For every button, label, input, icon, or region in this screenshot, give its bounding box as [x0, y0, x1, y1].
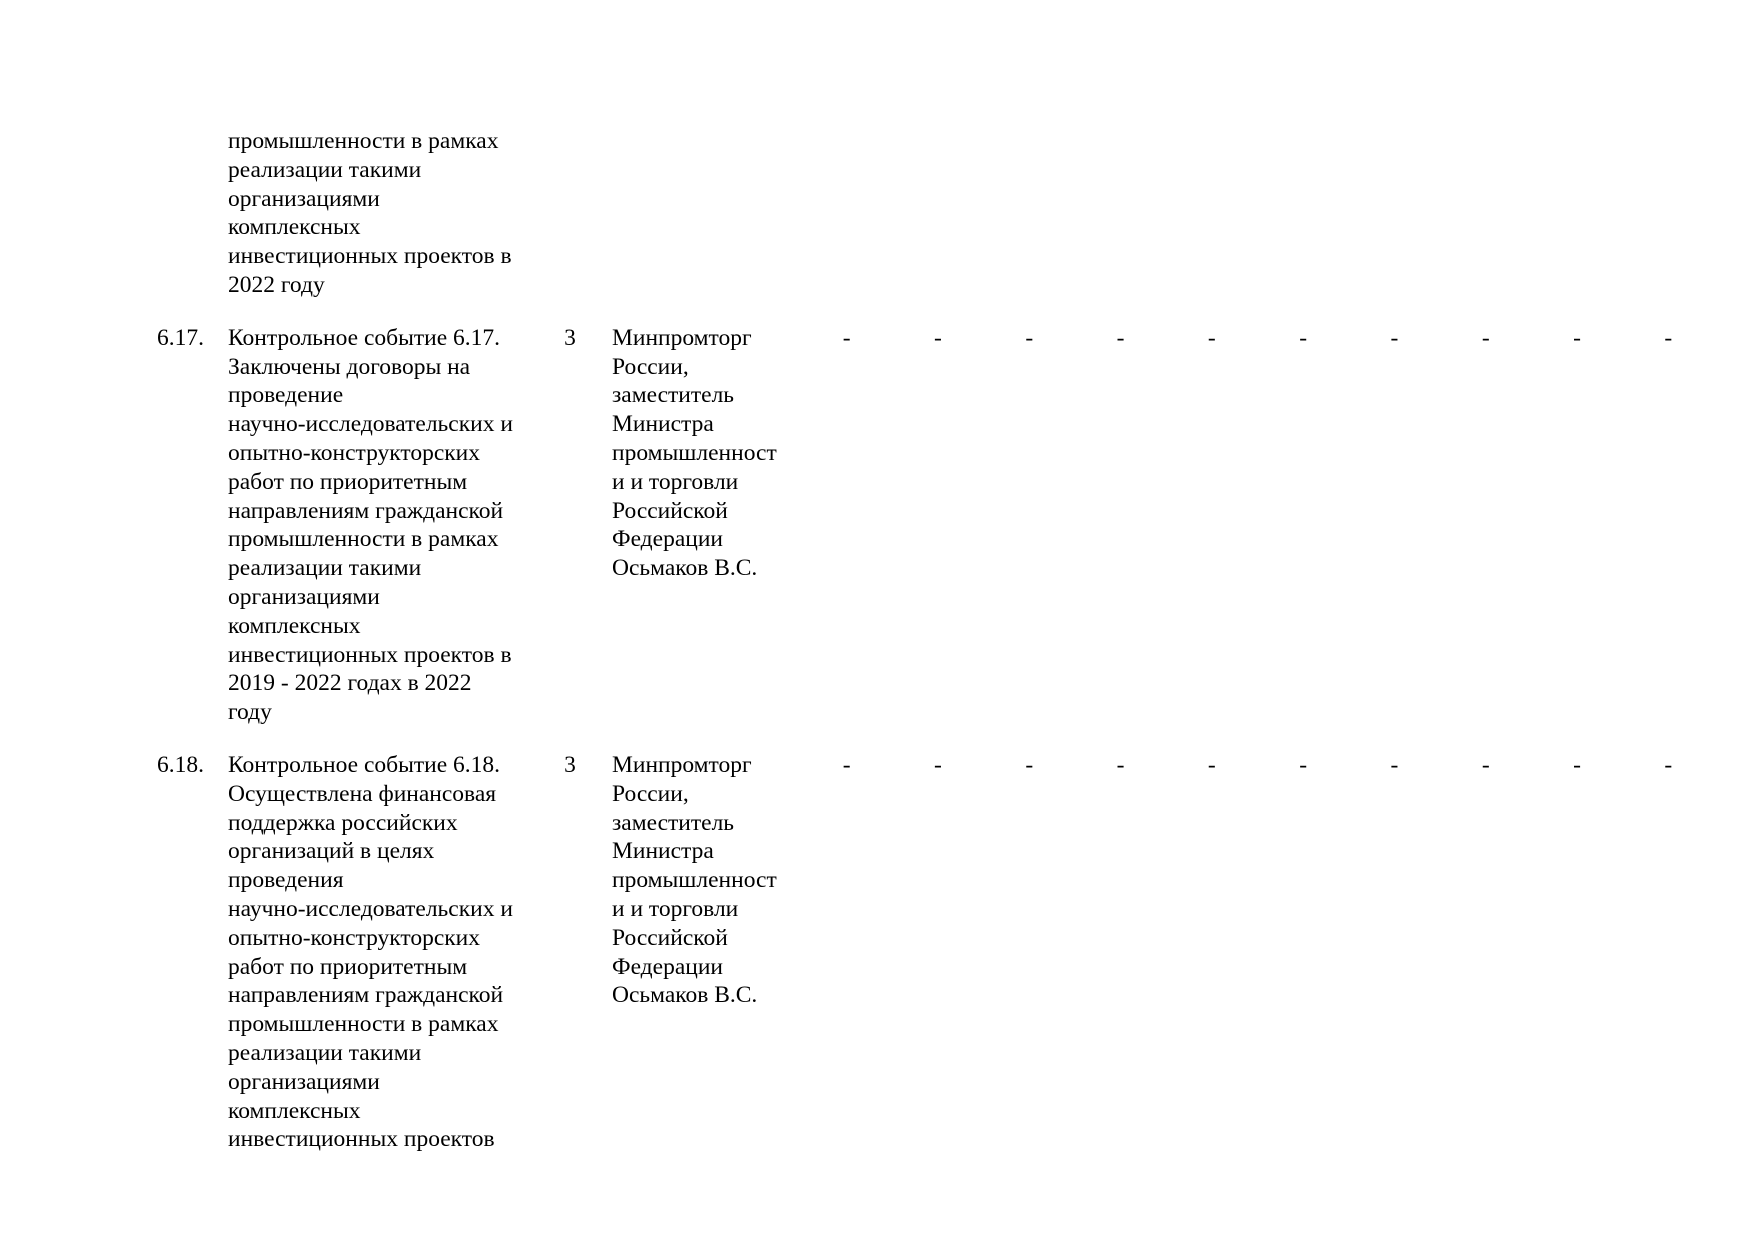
text-line: опытно-конструкторских [228, 439, 481, 466]
text-line: промышленности в рамках [228, 128, 499, 154]
text-line: проведения [228, 867, 344, 894]
text-line: 2022 году [228, 271, 325, 298]
text-line: работ по приоритетным [228, 953, 468, 980]
text-line: Российской [612, 497, 728, 524]
value-cell [892, 751, 983, 780]
dash-value: - [1207, 324, 1216, 351]
value-cell [801, 751, 892, 780]
value-cell [1075, 324, 1166, 353]
text-line: реализации такими [228, 156, 422, 183]
quantity-value: 3 [564, 324, 576, 351]
dash-value: - [1573, 324, 1581, 351]
value-cell [1257, 751, 1348, 780]
text-line: организациями [228, 185, 380, 212]
text-line: Осуществлена финансовая [228, 780, 497, 807]
text-line: заместитель [612, 809, 735, 836]
text-line: организациями [228, 1068, 380, 1095]
row-number-cell [157, 751, 228, 780]
text-line: инвестиционных проектов в [228, 641, 512, 668]
table-row [157, 324, 1716, 727]
text-line: Российской [612, 924, 728, 951]
dash-value: - [1207, 751, 1216, 778]
text-line: работ по приоритетным [228, 468, 468, 495]
value-cell [1075, 751, 1166, 780]
text-line: организаций в целях [228, 838, 435, 865]
dash-value: - [1116, 324, 1125, 351]
text-line: заместитель [612, 382, 735, 409]
text-line: Контрольное событие 6.18. [228, 751, 501, 778]
value-cell [1440, 751, 1531, 780]
text-line: инвестиционных проектов [228, 1126, 495, 1153]
text-line: году [228, 699, 272, 726]
value-cell [1166, 324, 1257, 353]
row-number-cell [157, 324, 228, 353]
dash-value: - [1299, 324, 1308, 351]
text-line: и и торговли [612, 895, 739, 922]
text-line: промышленности в рамках [228, 526, 499, 553]
table-rows-container [157, 127, 1716, 1154]
text-line: реализации такими [228, 1039, 422, 1066]
text-line: Федерации [612, 526, 723, 553]
text-line: Осьмаков В.С. [612, 555, 758, 582]
value-cell [1623, 324, 1714, 353]
quantity-value: 3 [564, 751, 576, 778]
text-line: промышленност [612, 867, 777, 894]
table-row [157, 127, 1716, 300]
value-cell [801, 324, 892, 353]
responsible-cell [612, 324, 801, 583]
dash-value: - [1481, 324, 1490, 351]
value-cell [1531, 751, 1622, 780]
event-description-cell [228, 127, 528, 300]
text-line: промышленност [612, 439, 777, 466]
value-cell [1166, 751, 1257, 780]
text-line: направлениям гражданской [228, 497, 504, 524]
value-cell [984, 751, 1075, 780]
text-line: Контрольное событие 6.17. [228, 324, 501, 351]
dash-value: - [1299, 751, 1308, 778]
text-line: России, [612, 780, 689, 807]
text-line: комплексных [228, 1097, 361, 1124]
text-line: Минпромторг [612, 324, 752, 351]
text-line: 2019 - 2022 годах в 2022 [228, 670, 472, 697]
dash-value: - [1116, 751, 1125, 778]
dash-value: - [1573, 751, 1581, 778]
text-line: инвестиционных проектов в [228, 243, 512, 270]
value-cell [892, 324, 983, 353]
dash-value: - [934, 751, 942, 778]
text-line: организациями [228, 583, 380, 610]
value-cell [1257, 324, 1348, 353]
text-line: научно-исследовательских и [228, 895, 513, 922]
text-line: Министра [612, 838, 714, 865]
table-row [157, 751, 1716, 1154]
value-cell [1349, 324, 1440, 353]
dash-value: - [842, 324, 851, 351]
text-line: научно-исследовательских и [228, 411, 513, 438]
text-line: комплексных [228, 612, 361, 639]
text-line: и и торговли [612, 468, 739, 495]
text-line: Министра [612, 411, 714, 438]
dash-value: - [1390, 751, 1399, 778]
text-line: направлениям гражданской [228, 982, 504, 1009]
dash-value: - [1664, 751, 1673, 778]
responsible-cell [612, 751, 801, 1010]
dash-value: - [842, 751, 851, 778]
event-description-cell [228, 751, 528, 1154]
quantity-cell [528, 751, 612, 780]
value-cell [984, 324, 1075, 353]
text-line: Заключены договоры на [228, 353, 471, 380]
text-line: комплексных [228, 214, 361, 241]
text-line: проведение [228, 382, 344, 409]
value-cell [1623, 751, 1714, 780]
text-line: Осьмаков В.С. [612, 982, 758, 1009]
text-line: реализации такими [228, 555, 422, 582]
value-cell [1531, 324, 1622, 353]
row-number: 6.17. [157, 324, 204, 351]
text-line: поддержка российских [228, 809, 458, 836]
dash-value: - [934, 324, 942, 351]
text-line: Минпромторг [612, 751, 752, 778]
dash-value: - [1481, 751, 1490, 778]
dash-value: - [1025, 324, 1034, 351]
text-line: России, [612, 353, 689, 380]
text-line: Федерации [612, 953, 723, 980]
event-description-cell [228, 324, 528, 727]
row-number: 6.18. [157, 751, 204, 778]
value-cell [1349, 751, 1440, 780]
value-cell [1440, 324, 1531, 353]
quantity-cell [528, 324, 612, 353]
text-line: промышленности в рамках [228, 1011, 499, 1038]
text-line: опытно-конструкторских [228, 924, 481, 951]
dash-value: - [1025, 751, 1034, 778]
dash-value: - [1664, 324, 1673, 351]
dash-value: - [1390, 324, 1399, 351]
